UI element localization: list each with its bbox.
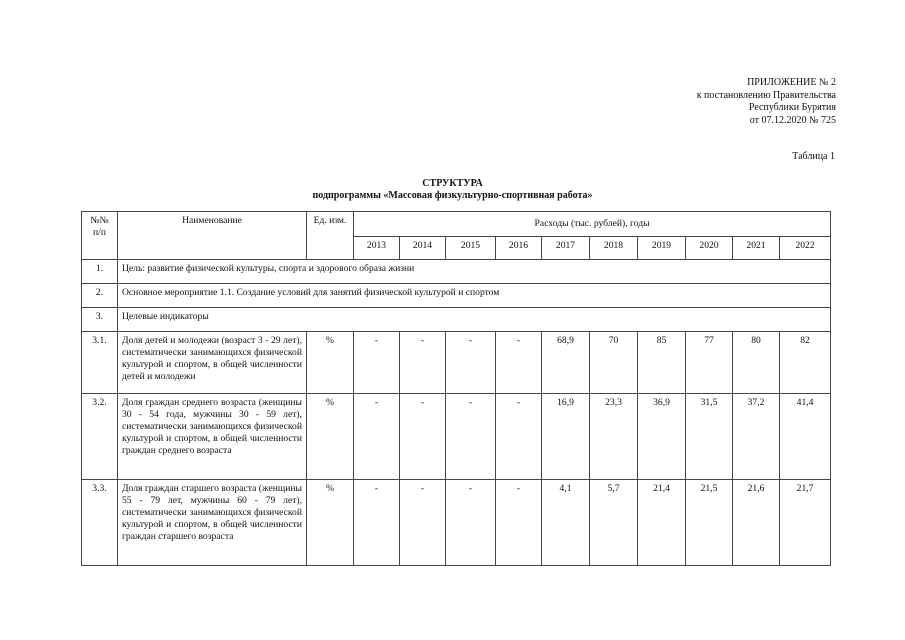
- value-cell: 85: [638, 332, 686, 394]
- value-cell: 68,9: [542, 332, 590, 394]
- header-expenses: Расходы (тыс. рублей), годы: [354, 212, 831, 237]
- value-cell: 21,7: [780, 480, 831, 566]
- header-unit: Ед. изм.: [307, 212, 354, 260]
- value-cell: 23,3: [590, 394, 638, 480]
- header-num: №№ п/п: [82, 212, 118, 260]
- value-cell: -: [400, 394, 446, 480]
- year-cell: 2020: [686, 237, 733, 260]
- year-cell: 2016: [496, 237, 542, 260]
- table-number-label: Таблица 1: [792, 151, 835, 162]
- value-cell: 4,1: [542, 480, 590, 566]
- indicator-name: Доля граждан среднего возраста (женщины 30 - 54 года, мужчины 30 - 59 лет), систематически занимающихся физической культурой и спортом, в общей численности граждан среднего возраста: [118, 394, 307, 480]
- title-line: СТРУКТУРА: [422, 178, 483, 189]
- row-num: 3.3.: [82, 480, 118, 566]
- value-cell: 31,5: [686, 394, 733, 480]
- table-row: [82, 394, 831, 480]
- appendix-line: Республики Бурятия: [748, 102, 836, 113]
- appendix-line: от 07.12.2020 № 725: [749, 114, 836, 126]
- table-row: [82, 260, 831, 284]
- value-cell: 80: [733, 332, 780, 394]
- value-cell: 16,9: [542, 394, 590, 480]
- row-text: Целевые индикаторы: [118, 308, 831, 332]
- indicator-name: Доля граждан старшего возраста (женщины 55 - 79 лет, мужчины 60 - 79 лет), систематически занимающихся физической культурой и спортом, в общей численности граждан старшего возраста: [118, 480, 307, 566]
- year-cell: 2015: [446, 237, 496, 260]
- value-cell: 21,6: [733, 480, 780, 566]
- unit-cell: %: [307, 394, 354, 480]
- row-num: 1.: [82, 260, 118, 284]
- year-cell: 2019: [638, 237, 686, 260]
- appendix-line: к постановлению Правительства: [696, 89, 836, 101]
- indicator-name: Доля детей и молодежи (возраст 3 - 29 лет), систематически занимающихся физической культурой и спортом, в общей численности детей и молодежи: [118, 332, 307, 394]
- year-cell: 2021: [733, 237, 780, 260]
- row-num: 3.2.: [82, 394, 118, 480]
- year-cell: 2013: [354, 237, 400, 260]
- value-cell: 77: [686, 332, 733, 394]
- row-num: 3.1.: [82, 332, 118, 394]
- value-cell: -: [354, 332, 400, 394]
- value-cell: -: [496, 394, 542, 480]
- value-cell: 70: [590, 332, 638, 394]
- year-cell: 2014: [400, 237, 446, 260]
- year-cell: 2022: [780, 237, 831, 260]
- value-cell: 21,4: [638, 480, 686, 566]
- value-cell: 21,5: [686, 480, 733, 566]
- appendix-block: [697, 77, 836, 127]
- unit-cell: %: [307, 480, 354, 566]
- value-cell: -: [354, 480, 400, 566]
- value-cell: -: [354, 394, 400, 480]
- value-cell: -: [400, 480, 446, 566]
- row-num: 3.: [82, 308, 118, 332]
- header-name: Наименование: [118, 212, 307, 260]
- structure-table: [81, 211, 831, 566]
- value-cell: 41,4: [780, 394, 831, 480]
- document-title: [0, 178, 905, 202]
- value-cell: 82: [780, 332, 831, 394]
- value-cell: 5,7: [590, 480, 638, 566]
- appendix-line: ПРИЛОЖЕНИЕ № 2: [747, 77, 836, 88]
- row-num: 2.: [82, 284, 118, 308]
- value-cell: -: [496, 332, 542, 394]
- value-cell: -: [496, 480, 542, 566]
- table-row: [82, 332, 831, 394]
- table-row: [82, 308, 831, 332]
- year-cell: 2018: [590, 237, 638, 260]
- year-cell: 2017: [542, 237, 590, 260]
- value-cell: -: [446, 332, 496, 394]
- value-cell: 37,2: [733, 394, 780, 480]
- title-line: подпрограммы «Массовая физкультурно-спортивная работа»: [312, 190, 593, 201]
- value-cell: -: [400, 332, 446, 394]
- table-row: [82, 480, 831, 566]
- table-row: [82, 284, 831, 308]
- row-text: Основное мероприятие 1.1. Создание условий для занятий физической культурой и спортом: [118, 284, 831, 308]
- value-cell: -: [446, 480, 496, 566]
- row-text: Цель: развитие физической культуры, спорта и здорового образа жизни: [118, 260, 831, 284]
- value-cell: 36,9: [638, 394, 686, 480]
- value-cell: -: [446, 394, 496, 480]
- unit-cell: %: [307, 332, 354, 394]
